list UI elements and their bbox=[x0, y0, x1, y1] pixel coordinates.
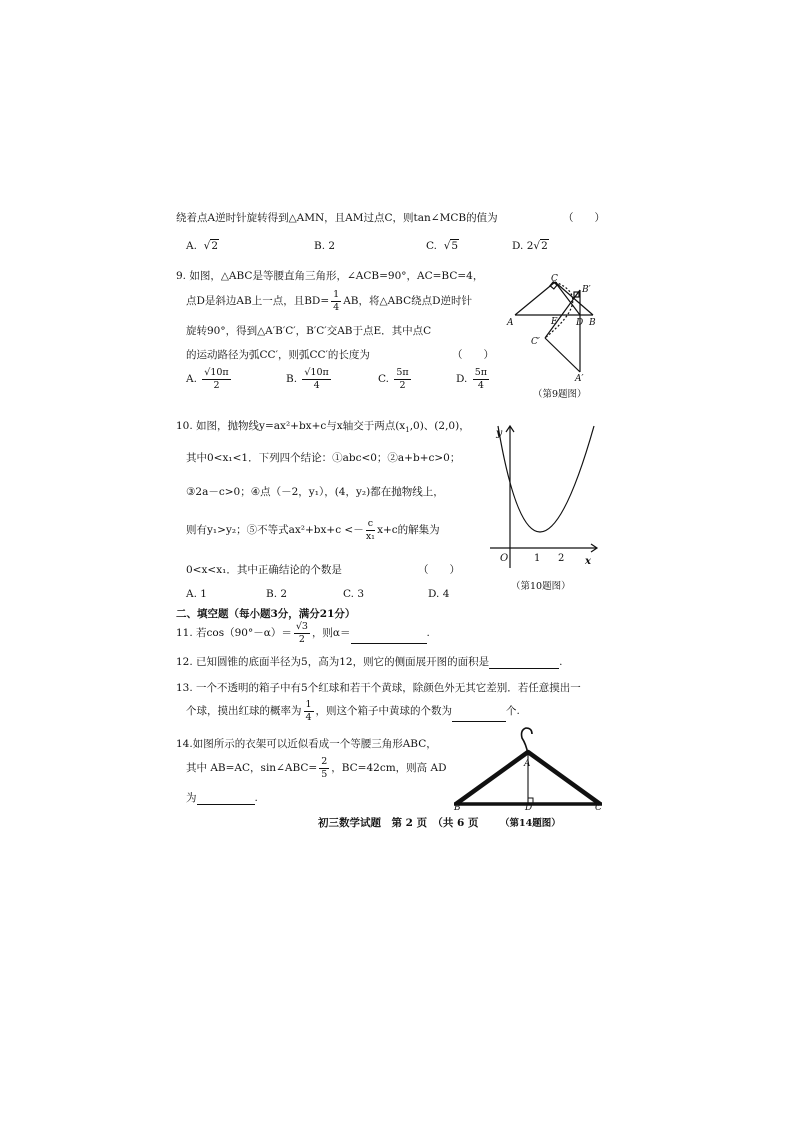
q11-line bbox=[176, 622, 430, 644]
q11-frac-den: 2 bbox=[298, 633, 305, 645]
q8-option-c bbox=[426, 240, 459, 252]
q9-option-d-frac bbox=[473, 368, 489, 390]
q9-figure-caption: （第9题图） bbox=[533, 389, 587, 400]
q13-line2 bbox=[186, 700, 520, 722]
q10-option-c: C. 3 bbox=[343, 588, 365, 600]
q14-fraction bbox=[319, 757, 329, 779]
q14-fig-label-b: B bbox=[454, 803, 461, 812]
q14-line1: 14.如图所示的衣架可以近似看成一个等腰三角形ABC， bbox=[176, 738, 437, 750]
q12-text: 12. 已知圆锥的底面半径为5，高为12，则它的侧面展开图的面积是 bbox=[176, 656, 490, 668]
q10-fig-label-o: O bbox=[500, 553, 509, 564]
q9-option-a-frac bbox=[202, 368, 230, 390]
q10-line4b: x+c的解集为 bbox=[377, 524, 440, 536]
q9-c-den: 2 bbox=[399, 379, 406, 391]
q10-fraction bbox=[366, 519, 375, 541]
q9-line2b: AB，将△ABC绕点D逆时针 bbox=[343, 295, 473, 307]
q9-fig-label-b2: B′ bbox=[582, 285, 591, 295]
q9-fig-label-c: C bbox=[551, 274, 558, 284]
sqrt-2: √2 bbox=[203, 240, 218, 252]
q10-figure-caption: （第10题图） bbox=[511, 581, 571, 592]
q9-fig-line-ca bbox=[545, 338, 580, 372]
q14-line3 bbox=[186, 790, 258, 805]
q8-stem: 绕着点A逆时针旋转得到△AMN，且AM过点C，则tan∠MCB的值为 bbox=[176, 212, 498, 224]
q9-line2a: 点D是斜边AB上一点，且BD= bbox=[186, 295, 330, 307]
q14-fig-label-d: D bbox=[525, 803, 533, 812]
q10-frac-num: c bbox=[367, 518, 374, 529]
q8-option-a-label: A. bbox=[186, 240, 197, 252]
q14-line2 bbox=[186, 757, 447, 779]
q12-line bbox=[176, 654, 562, 669]
q9-option-d-label: D. bbox=[456, 373, 468, 385]
sqrt-2-d: √2 bbox=[533, 240, 548, 252]
q11-end: . bbox=[426, 627, 430, 639]
q9-option-c-frac bbox=[394, 368, 410, 390]
q10-line4a: 则有y₁>y₂；⑤不等式ax²+bx+c <－ bbox=[186, 524, 364, 536]
q14-figure-caption: （第14题图） bbox=[500, 818, 561, 829]
q13-end: 个. bbox=[506, 705, 520, 717]
q9-option-d bbox=[456, 368, 491, 390]
q13-answer-blank[interactable] bbox=[452, 710, 506, 722]
q9-a-den: 2 bbox=[213, 379, 220, 391]
q8-option-d bbox=[512, 240, 549, 252]
q12-end: . bbox=[559, 656, 563, 668]
q9-c-num: 5π bbox=[396, 367, 409, 378]
q10-line4 bbox=[186, 519, 440, 541]
q9-line3: 旋转90°，得到△A′B′C′，B′C′交AB于点E．其中点C bbox=[186, 325, 432, 337]
q9-d-den: 4 bbox=[477, 379, 484, 391]
q13-fraction bbox=[304, 700, 314, 722]
q11-fraction bbox=[294, 622, 310, 644]
q8-option-d-label: D. 2 bbox=[512, 240, 534, 252]
q8-option-a bbox=[186, 240, 219, 252]
q9-fig-line-ac bbox=[515, 282, 555, 315]
q9-fig-label-b: B bbox=[589, 318, 596, 328]
q10-line3: ③2a－c>0；④点（－2，y₁），(4，y₂)都在抛物线上， bbox=[186, 486, 444, 498]
q9-line4: 的运动路径为弧CC′，则弧CC′的长度为 bbox=[186, 349, 370, 361]
page-footer: 初三数学试题 第 2 页 （共 6 页 bbox=[318, 817, 479, 829]
q8-answer-paren: （ ） bbox=[563, 212, 605, 224]
q14-line2a: 其中 AB=AC，sin∠ABC= bbox=[186, 762, 318, 774]
q13-frac-den: 4 bbox=[305, 711, 312, 723]
q9-option-a-label: A. bbox=[186, 373, 197, 385]
q9-frac-den: 4 bbox=[333, 301, 340, 313]
q11-part-a: 11. 若cos（90°－α）＝ bbox=[176, 627, 292, 639]
q10-frac-den: x₁ bbox=[365, 530, 375, 542]
q10-line1a: 10. 如图，抛物线y=ax²+bx+c与x轴交于两点(x bbox=[176, 420, 406, 432]
q10-fig-label-x: x bbox=[585, 556, 591, 567]
section-fill-in-title: 二、填空题（每小题3分，满分21分） bbox=[176, 608, 356, 620]
q9-option-b-label: B. bbox=[286, 373, 298, 385]
q13-line2b: ，则这个箱子中黄球的个数为 bbox=[315, 705, 453, 717]
q14-figure bbox=[450, 726, 605, 812]
q10-fig-parabola bbox=[498, 426, 594, 532]
q14-fig-label-a: A bbox=[524, 759, 531, 769]
q10-line1b: ,0)、(2,0)， bbox=[409, 420, 470, 432]
q10-line1 bbox=[176, 418, 470, 434]
q9-option-c-label: C. bbox=[378, 373, 389, 385]
q9-option-a bbox=[186, 368, 233, 390]
q9-fig-label-e: E bbox=[551, 317, 558, 327]
q14-fig-label-c: C bbox=[595, 803, 602, 812]
q9-a-num: √10π bbox=[204, 367, 229, 378]
q10-answer-paren: （ ） bbox=[418, 564, 460, 576]
q9-b-num: √10π bbox=[304, 367, 329, 378]
q9-fig-line-cd bbox=[555, 282, 580, 315]
q14-frac-den: 5 bbox=[321, 768, 328, 780]
q11-part-b: ，则α＝ bbox=[311, 627, 351, 639]
q13-frac-num: 1 bbox=[305, 699, 312, 710]
q10-fig-label-1: 1 bbox=[534, 553, 541, 564]
q9-fig-label-c2: C′ bbox=[531, 337, 540, 347]
q13-line1: 13. 一个不透明的箱子中有5个红球和若干个黄球，除颜色外无其它差别．若任意摸出一 bbox=[176, 682, 581, 694]
q9-line1: 9. 如图，△ABC是等腰直角三角形，∠ACB=90°，AC=BC=4， bbox=[176, 270, 484, 282]
q9-figure bbox=[505, 272, 615, 384]
q10-sub-1: 1 bbox=[405, 426, 410, 435]
q14-answer-blank[interactable] bbox=[197, 793, 255, 805]
q10-line5: 0<x<x₁．其中正确结论的个数是 bbox=[186, 564, 342, 576]
q13-line2a: 个球，摸出红球的概率为 bbox=[186, 705, 302, 717]
q8-option-c-label: C. bbox=[426, 240, 437, 252]
q10-fig-label-y: y bbox=[496, 428, 502, 439]
q11-frac-num: √3 bbox=[295, 621, 308, 632]
q10-option-a: A. 1 bbox=[186, 588, 207, 600]
q12-answer-blank[interactable] bbox=[489, 657, 559, 669]
q9-option-c bbox=[378, 368, 413, 390]
q10-fig-label-2: 2 bbox=[558, 553, 565, 564]
q10-figure bbox=[482, 418, 607, 578]
q9-option-b bbox=[286, 368, 333, 390]
q10-option-b: B. 2 bbox=[266, 588, 288, 600]
q9-b-den: 4 bbox=[313, 379, 320, 391]
q9-d-num: 5π bbox=[474, 367, 488, 378]
q9-fig-label-a: A bbox=[507, 318, 514, 328]
q9-fig-arc bbox=[545, 282, 573, 338]
q10-option-d: D. 4 bbox=[428, 588, 450, 600]
q8-option-b: B. 2 bbox=[314, 240, 336, 252]
q9-fig-label-d: D bbox=[576, 318, 584, 328]
q9-fraction bbox=[331, 290, 341, 312]
sqrt-5: √5 bbox=[443, 240, 459, 252]
q9-answer-paren: （ ） bbox=[452, 349, 494, 361]
q9-fig-label-a2: A′ bbox=[575, 374, 584, 384]
q14-frac-num: 2 bbox=[321, 756, 328, 767]
q14-line2b: ，BC=42cm，则高 AD bbox=[331, 762, 447, 774]
q14-end: . bbox=[254, 792, 258, 804]
q10-line2: 其中0<x₁<1．下列四个结论：①abc<0；②a+b+c>0； bbox=[186, 452, 461, 464]
q11-answer-blank[interactable] bbox=[351, 632, 427, 644]
q14-line3-text: 为 bbox=[186, 792, 197, 804]
q14-fig-hook bbox=[522, 728, 533, 754]
q9-frac-num: 1 bbox=[333, 289, 340, 300]
q9-line2 bbox=[186, 290, 472, 312]
q9-option-b-frac bbox=[302, 368, 330, 390]
